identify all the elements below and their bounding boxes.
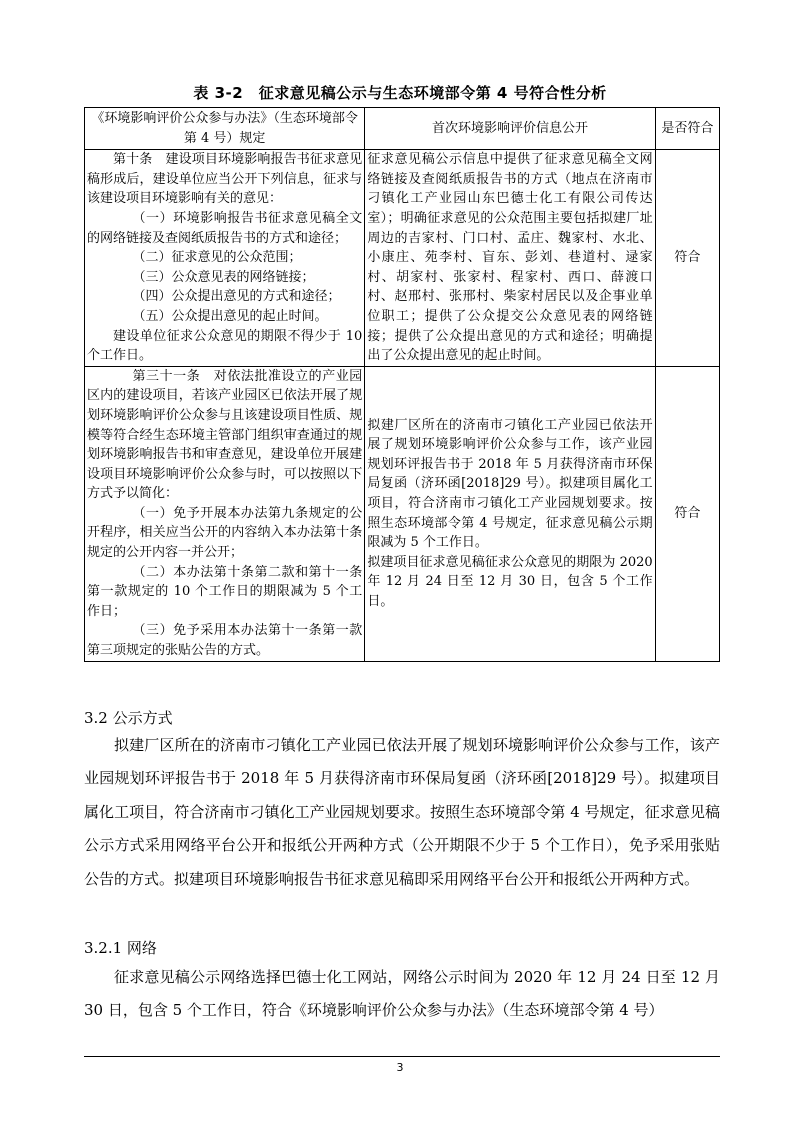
regulation-text: （三）公众意见表的网络链接； [132,269,315,285]
body-paragraph: 拟建厂区所在的济南市刁镇化工产业园已依法开展了规划环境影响评价公众参与工作，该产业园规划环评报告书于 2018 年 5 月获得济南市环保局复函（济环函[2018]29 号）。拟建项目属化工项目，符合济南市刁镇化工产业园规划要求。按照生态环境部令第 4 号规定，征求意见稿公示方式采用网络平台公开和报纸公开两种方式（公开期限不少于 5 个工作日），免予采用张贴公告的方式。拟建项目环境影响报告书征求意见稿即采用网络平台公开和报纸公开两种方式。 [84,736,720,888]
disclosure-cell [365,366,655,661]
disclosure-cell [365,150,655,367]
section-heading: 3.2.1 网络 [84,939,157,957]
regulation-text: （四）公众提出意见的方式和途径； [132,289,341,305]
disclosure-text: 拟建厂区所在的济南市刁镇化工产业园已依法开展了规划环境影响评价公众参与工作，该产业园规划环评报告书于 2018 年 5 月获得济南市环保局复函（济环函[2018]29 号）。拟建项目属化工项目，符合济南市刁镇化工产业园规划要求。按照生态环境部令第 4 号规定，征求意见稿公示期限减为 5 个工作日。 [367,417,653,551]
compliance-table [84,107,720,662]
body-paragraph: 征求意见稿公示网络选择巴德士化工网站，网络公示时间为 2020 年 12 月 24 日至 12 月 30 日，包含 5 个工作日，符合《环境影响评价公众参与办法》（生态环境部令第 4 号） [84,968,720,1020]
regulation-text: 第十条 建设项目环境影响报告书征求意见稿形成后，建设单位应当公开下列信息，征求与该建设项目环境影响有关的意见： [87,152,363,207]
footer-divider [84,1056,720,1057]
regulation-text: （一）免予开展本办法第九条规定的公开程序，相关应当公开的内容纳入本办法第十条规定的公开内容一并公开； [87,505,363,561]
section-heading: 3.2 公示方式 [84,709,173,727]
regulation-text: （三）免予采用本办法第十一条第一款第三项规定的张贴公告的方式。 [87,623,363,659]
table-row [85,366,720,661]
compliance-cell: 符合 [655,366,719,661]
regulation-cell [85,366,365,661]
disclosure-text: 征求意见稿公示信息中提供了征求意见稿全文网络链接及查阅纸质报告书的方式（地点在济南市刁镇化工产业园山东巴德士化工有限公司传达室）；明确征求意见的公众范围主要包括拟建厂址周边的吉家村、门口村、孟庄、魏家村、水北、小康庄、苑李村、盲东、彭刘、巷道村、逯家村、胡家村、张家村、程家村、西口、薛渡口村、赵邢村、张邢村、柴家村居民以及企事业单位职工；提供了公众提交公众意见表的网络链接；提供了公众提出意见的方式和途径；明确提出了公众提出意见的起止时间。 [367,152,653,364]
regulation-text: （一）环境影响报告书征求意见稿全文的网络链接及查阅纸质报告书的方式和途径； [87,210,363,246]
header-compliance: 是否符合 [655,108,719,150]
regulation-text: 建设单位征求公众意见的期限不得少于 10 个工作日。 [87,328,363,364]
header-disclosure: 首次环境影响评价信息公开 [365,108,655,150]
regulation-cell [85,150,365,367]
table-row [85,150,720,367]
compliance-cell: 符合 [655,150,719,367]
regulation-text: （二）本办法第十条第二款和第十一条第一款规定的 10 个工作日的期限减为 5 个工作日； [87,564,363,619]
regulation-text: （二）征求意见的公众范围； [132,250,302,266]
header-regulation: 《环境影响评价公众参与办法》（生态环境部令第 4 号）规定 [85,108,365,150]
table-header-row [85,108,720,150]
table-title: 表 3-2 征求意见稿公示与生态环境部令第 4 号符合性分析 [193,84,607,102]
regulation-text: 第三十一条 对依法批准设立的产业园区内的建设项目，若该产业园区已依法开展了规划环境影响评价公众参与且该建设项目性质、规模等符合经生态环境主管部门组织审查通过的规划环境影响报告书和审查意见，建设单位开展建设项目环境影响评价公众参与时，可以按照以下方式予以简化： [87,368,363,502]
regulation-text: （五）公众提出意见的起止时间。 [132,308,328,324]
disclosure-text: 拟建项目征求意见稿征求公众意见的期限为 2020 年 12 月 24 日至 12 月 30 日，包含 5 个工作日。 [367,554,653,610]
page-number: 3 [396,1061,404,1074]
